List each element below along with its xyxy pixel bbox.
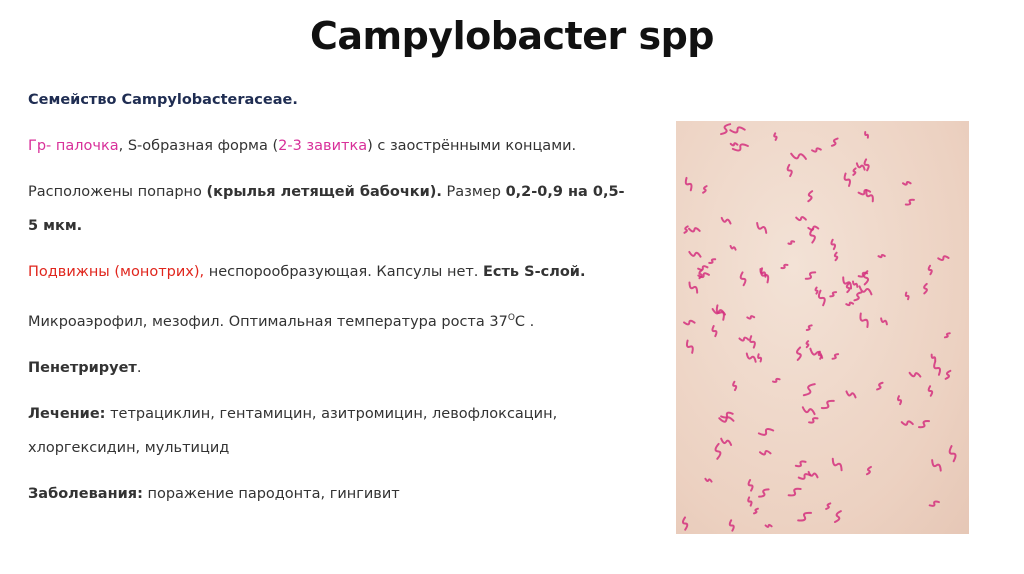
temperature-line bbox=[28, 308, 628, 332]
degree-sup: О bbox=[507, 313, 515, 323]
ends-text: ) с заострёнными концами. bbox=[367, 138, 577, 154]
slide-title: Campylobacter spp bbox=[309, 14, 715, 58]
penetration-post: . bbox=[136, 360, 142, 376]
bacteria-drawing bbox=[676, 121, 969, 534]
size-value-end: 5 мкм. bbox=[28, 218, 83, 234]
treatment-text: тетрациклин, гентамицин, азитромицин, левофлоксацин, bbox=[105, 406, 558, 422]
size-label: Размер bbox=[441, 184, 506, 200]
arrangement-bold: (крылья летящей бабочки). bbox=[206, 184, 442, 200]
treatment-label: Лечение: bbox=[28, 406, 106, 422]
microscopy-image bbox=[676, 121, 969, 534]
treatment-line bbox=[28, 404, 628, 424]
size-value: 0,2-0,9 на 0,5- bbox=[505, 184, 625, 200]
slide-body bbox=[28, 90, 628, 530]
temperature-pre: Микроаэрофил, мезофил. Оптимальная температура роста 37 bbox=[28, 314, 508, 330]
family-line bbox=[28, 90, 628, 110]
turns-text: 2-3 завитка bbox=[278, 138, 368, 154]
diseases-label: Заболевания: bbox=[28, 486, 143, 502]
temperature-post: С . bbox=[514, 314, 535, 330]
treatment-text-2: хлоргексидин, мультицид bbox=[28, 440, 230, 456]
morphology-line bbox=[28, 136, 628, 156]
arrangement-pre: Расположены попарно bbox=[28, 184, 207, 200]
motility-line bbox=[28, 262, 628, 282]
gram-text: Гр- палочка bbox=[28, 138, 119, 154]
diseases-line bbox=[28, 484, 628, 504]
shape-text: , S-образная форма ( bbox=[118, 138, 279, 154]
s-layer-text: Есть S-слой. bbox=[483, 264, 586, 280]
motility-text: Подвижны (монотрих), bbox=[28, 264, 205, 280]
size-continuation bbox=[28, 216, 628, 236]
arrangement-line bbox=[28, 182, 628, 202]
treatment-continuation bbox=[28, 438, 628, 458]
diseases-text: поражение пародонта, гингивит bbox=[142, 486, 400, 502]
penetration-line bbox=[28, 358, 628, 378]
family-text: Семейство Campylobacteraceae. bbox=[28, 92, 298, 108]
penetration-bold: Пенетрирует bbox=[28, 360, 137, 376]
spore-text: неспорообразующая. Капсулы нет. bbox=[204, 264, 484, 280]
